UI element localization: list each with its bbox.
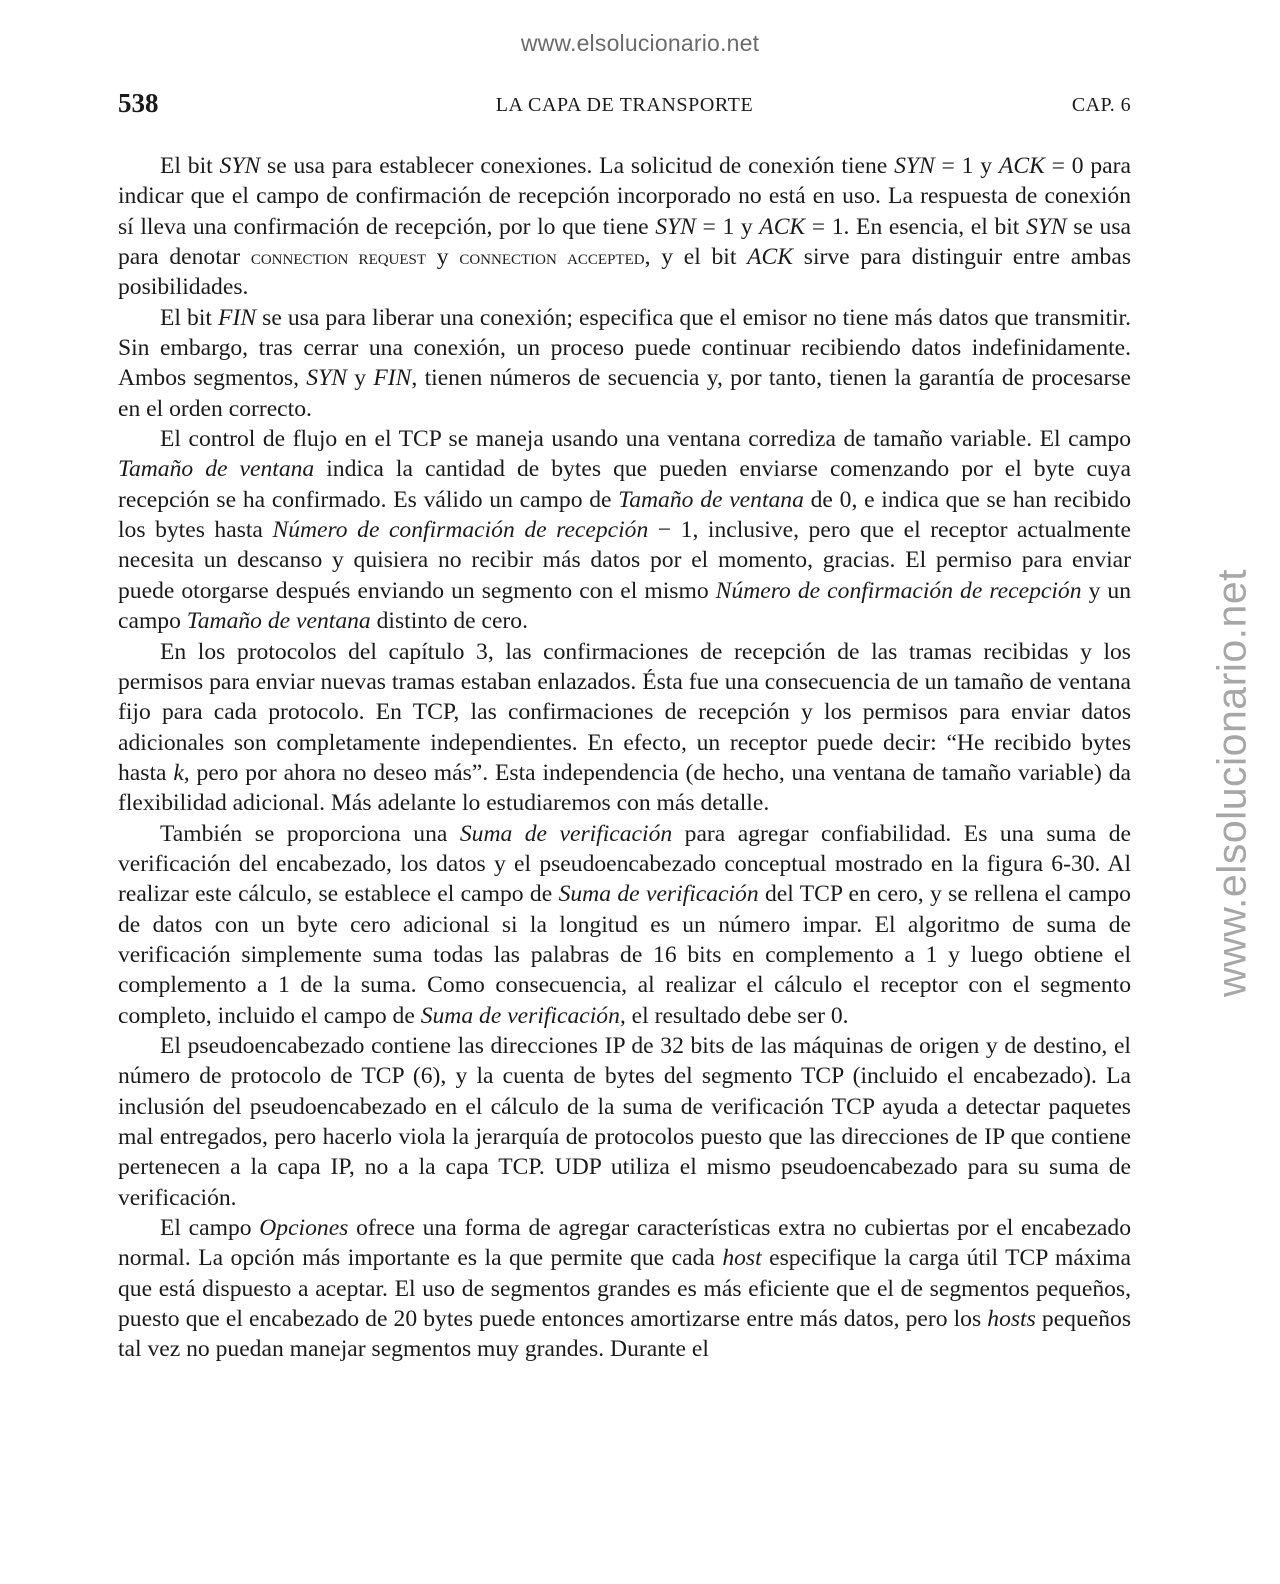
text-run: se usa para establecer conexiones. La solicitud de conexión tiene	[260, 153, 895, 179]
text-run: = 1 y	[695, 213, 760, 240]
small-caps-term: connection accepted	[459, 245, 645, 270]
body-text	[118, 151, 1131, 1365]
text-run: se usa para liberar una conexión; especifica que el emisor no tiene más datos que transmitir. Sin embargo, tras cerrar una conexión, un proceso puede continuar recibiendo datos indefinidamente. Ambos segmentos,	[118, 304, 1132, 392]
paragraph-fin-bit	[118, 303, 1131, 424]
text-run: y	[346, 365, 374, 392]
italic-term: FIN	[218, 304, 257, 331]
italic-term: ACK	[998, 153, 1045, 179]
text-run: = 0 para indicar que el campo de confirmación de recepción incorporado no está en uso. La respuesta de conexión sí lleva una confirmación de recepción, por lo que tiene	[118, 153, 1131, 240]
italic-term: Tamaño de ventana	[618, 486, 804, 513]
paragraph-options	[118, 1213, 1131, 1365]
italic-term: k	[173, 759, 184, 786]
text-run: del TCP en cero, y se rellena el campo de datos con un byte cero adicional si la longitud es un número impar. El algoritmo de suma de verificación simplemente suma todas las palabras de 16 bits en complemento a 1 y luego obtiene el complemento a 1 de la suma. Como consecuencia, al realizar el cálculo el receptor con el segmento completo, incluido el campo de	[118, 881, 1131, 1029]
text-run: y un campo	[118, 577, 1132, 635]
text-run: especifique la carga útil TCP máxima que está dispuesto a aceptar. El uso de segmentos grandes es más eficiente que el de segmentos pequeños, puesto que el encabezado de 20 bytes puede entonces amortizarse entre más datos, pero los	[118, 1245, 1132, 1333]
paragraph-acknowledgements	[118, 637, 1131, 819]
chapter-label: CAP. 6	[1071, 94, 1131, 116]
paragraph-syn-bit	[118, 151, 1131, 303]
paragraph-pseudoheader	[118, 1031, 1131, 1213]
text-run: , tienen números de secuencia y, por tanto, tienen la garantía de procesarse en el orden correcto.	[118, 365, 1132, 422]
italic-term: SYN	[306, 365, 347, 392]
text-run: ofrece una forma de agregar características extra no cubiertas por el encabezado normal. La opción más importante es la que permite que cada	[118, 1215, 1132, 1272]
italic-term: host	[722, 1245, 762, 1272]
text-run: En los protocolos del capítulo 3, las confirmaciones de recepción de las tramas recibidas y los permisos para enviar nuevas tramas estaban enlazados. Ésta fue una consecuencia de un tamaño de ventana fijo para cada protocolo. En TCP, las confirmaciones de recepción y los permisos para enviar datos adicionales son completamente independientes. En efecto, un receptor puede decir: “He recibido bytes hasta	[118, 638, 1131, 786]
text-run: El bit	[160, 153, 220, 179]
italic-term: Número de confirmación de recepción	[715, 577, 1082, 604]
italic-term: Suma de verificación,	[420, 1002, 626, 1029]
italic-term: ACK	[759, 213, 806, 240]
chapter-title: LA CAPA DE TRANSPORTE	[495, 94, 754, 116]
text-run: distinto de cero.	[370, 608, 528, 635]
italic-term: ACK	[747, 244, 794, 271]
italic-term: Opciones	[259, 1215, 349, 1242]
text-run: para agregar confiabilidad. Es una suma de verificación del encabezado, los datos y el pseudoencabezado conceptual mostrado en la figura 6-30. Al realizar este cálculo, se establece el campo de	[118, 820, 1131, 908]
text-run: También se proporciona una	[160, 820, 460, 847]
text-run: indica la cantidad de bytes que pueden enviarse comenzando por el byte cuya recepción se ha confirmado. Es válido un campo de	[118, 456, 1131, 513]
italic-term: hosts	[987, 1306, 1036, 1333]
italic-term: Suma de verificación	[558, 881, 759, 908]
text-run: El pseudoencabezado contiene las direcciones IP de 32 bits de las máquinas de origen y de destino, el número de protocolo de TCP (6), y la cuenta de bytes del segmento TCP (incluido el encabezado). La inclusión del pseudoencabezado en el cálculo de la suma de verificación TCP ayuda a detectar paquetes mal entregados, pero hacerlo viola la jerarquía de protocolos puesto que las direcciones de IP que contiene pertenecen a la capa IP, no a la capa TCP. UDP utiliza el mismo pseudoencabezado para su suma de verificación.	[118, 1032, 1131, 1211]
text-run: = 1 y	[934, 153, 999, 179]
text-run: el resultado debe ser 0.	[625, 1002, 849, 1029]
italic-term: Suma de verificación	[459, 820, 673, 847]
text-run: pequeños tal vez no puedan manejar segmentos muy grandes. Durante el	[118, 1306, 1132, 1363]
paragraph-checksum	[118, 819, 1131, 1031]
italic-term: FIN	[373, 365, 412, 392]
text-run: se usa para denotar	[118, 213, 1132, 271]
paragraph-flow-control	[118, 424, 1131, 636]
italic-term: Número de confirmación de recepción	[272, 517, 649, 544]
text-run: de 0, e indica que se han recibido los bytes hasta	[118, 486, 1131, 544]
watermark-side-text: www.elsolucionario.net	[1208, 568, 1255, 998]
running-head	[118, 88, 1131, 128]
italic-term: Tamaño de ventana	[186, 608, 371, 635]
small-caps-term: connection request	[250, 245, 427, 270]
text-run: sirve para distinguir entre ambas posibilidades.	[118, 244, 1132, 301]
text-run: y	[426, 244, 460, 271]
text-run: El bit	[160, 304, 219, 331]
italic-term: SYN	[894, 153, 935, 179]
text-run: − 1, inclusive, pero que el receptor actualmente necesita un descanso y quisiera no recibir más datos por el momento, gracias. El permiso para enviar puede otorgarse después enviando un segmento con el mismo	[118, 517, 1131, 604]
italic-term: Tamaño de ventana	[118, 456, 315, 483]
text-run: , y el bit	[644, 244, 748, 271]
italic-term: SYN	[219, 153, 261, 179]
text-run: El control de flujo en el TCP se maneja usando una ventana corrediza de tamaño variable. El campo	[160, 426, 1131, 453]
text-run: = 1. En esencia, el bit	[805, 213, 1026, 240]
watermark-top: www.elsolucionario.net	[520, 30, 760, 56]
text-run: , pero por ahora no deseo más”. Esta independencia (de hecho, una ventana de tamaño variable) da flexibilidad adicional. Más adelante lo estudiaremos con más detalle.	[118, 759, 1131, 817]
italic-term: SYN	[655, 213, 696, 240]
text-run: El campo	[160, 1215, 260, 1242]
page-number: 538	[118, 88, 159, 118]
italic-term: SYN	[1026, 213, 1067, 240]
